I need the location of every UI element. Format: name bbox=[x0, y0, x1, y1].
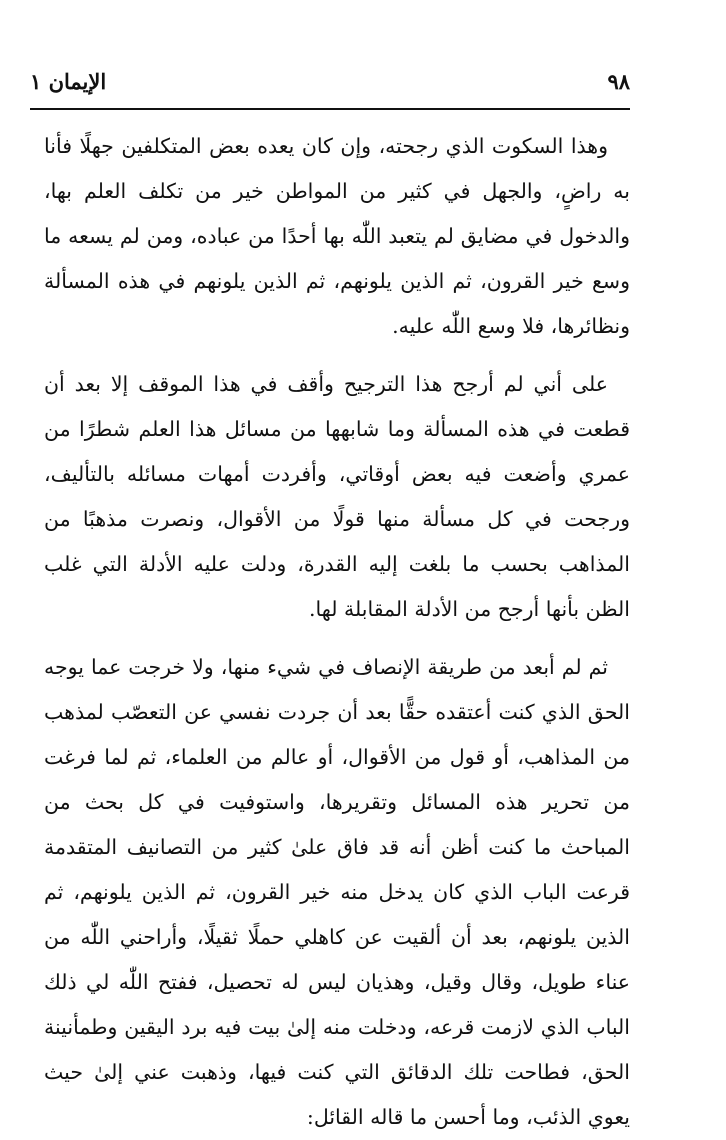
paragraph-2: على أني لم أرجح هذا الترجيح وأقف في هذا الموقف إلا بعد أن قطعت في هذه المسألة وما شابهها من مسائل هذا العلم شطرًا من عمري وأضعت فيه بعض أوقاتي، وأفردت أمهات مسائله بالتأليف، ورجحت في كل مسألة منها قولًا من الأقوال، ونصرت مذهبًا من المذاهب بحسب ما بلغت إليه القدرة، ودلت عليه الأدلة التي غلب الظن بأنها أرجح من الأدلة المقابلة لها. bbox=[44, 372, 630, 621]
running-title: الإيمان ١ bbox=[30, 68, 107, 94]
page-header bbox=[30, 64, 630, 98]
paragraph-3: ثم لم أبعد من طريقة الإنصاف في شيء منها، ولا خرجت عما يوجه الحق الذي كنت أعتقده حقًّا بعد أن جردت نفسي عن التعصّب لمذهب من المذاهب، أو قول من الأقوال، أو عالم من العلماء، ثم لما فرغت من تحرير هذه المسائل وتقريرها، واستوفيت في كل بحث من المباحث ما كنت أظن أنه قد فاق علىٰ كثير من التصانيف المتقدمة قرعت الباب الذي كان يدخل منه خير القرون، ثم الذين يلونهم، ثم الذين يلونهم، بعد أن ألقيت عن كاهلي حملًا ثقيلًا، وأراحني اللّٰه من عناء طويل، وقال وقيل، وهذيان ليس له تحصيل، ففتح اللّٰه لي ذلك الباب الذي لازمت قرعه، ودخلت منه إلىٰ بيت فيه برد اليقين وطمأنينة الحق، فطاحت تلك الدقائق التي كنت فيها، وذهبت عني إلىٰ حيث يعوي الذئب، وما أحسن ما قاله القائل: bbox=[44, 655, 630, 1129]
paragraph-1: وهذا السكوت الذي رجحته، وإن كان يعده بعض المتكلفين جهلًا فأنا به راضٍ، والجهل في كثير من المواطن خير من تكلف العلم بها، والدخول في مضايق لم يتعبد اللّٰه بها أحدًا من عباده، ومن لم يسعه ما وسع خير القرون، ثم الذين يلونهم، ثم الذين يلونهم في هذه المسألة ونظائرها، فلا وسع اللّٰه عليه. bbox=[44, 134, 630, 338]
header-rule bbox=[30, 108, 630, 110]
page-number: ٩٨ bbox=[607, 68, 630, 94]
body-text bbox=[44, 124, 630, 1140]
